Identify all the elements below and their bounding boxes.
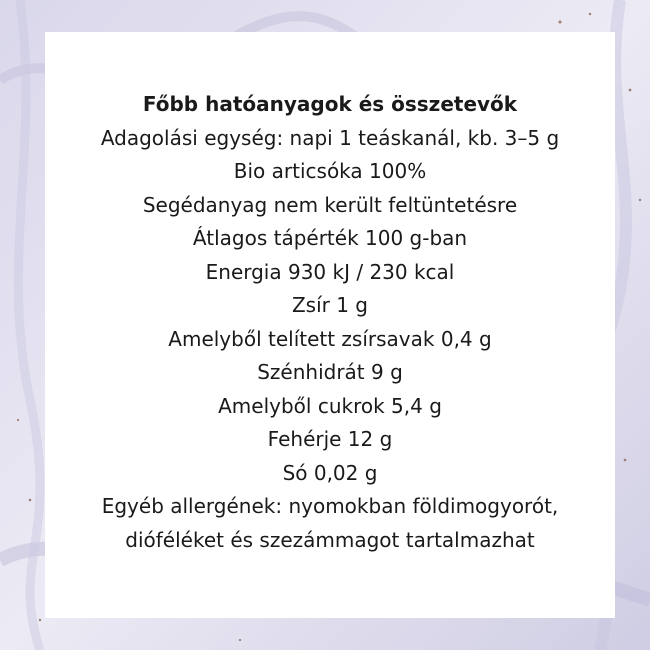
nutrition-card [45, 32, 615, 618]
card-line: Amelyből cukrok 5,4 g [218, 393, 442, 418]
card-line: Energia 930 kJ / 230 kcal [205, 259, 455, 284]
card-line: Bio articsóka 100% [233, 159, 427, 183]
card-line: Adagolási egység: napi 1 teáskanál, kb. 3–5 g [100, 125, 560, 150]
card-line: Átlagos tápérték 100 g-ban [192, 226, 468, 250]
card-line: Fehérje 12 g [267, 427, 393, 451]
card-line: dióféléket és szezámmagot tartalmazhat [125, 527, 535, 552]
card-line: Só 0,02 g [282, 460, 378, 485]
card-line: Amelyből telített zsírsavak 0,4 g [168, 326, 492, 351]
card-line: Segédanyag nem került feltüntetésre [142, 192, 518, 217]
card-heading: Főbb hatóanyagok és összetevők [142, 92, 518, 116]
card-line: Egyéb allergének: nyomokban földimogyorót, [101, 494, 559, 518]
card-line: Zsír 1 g [291, 293, 369, 317]
card-line: Szénhidrát 9 g [257, 360, 403, 384]
